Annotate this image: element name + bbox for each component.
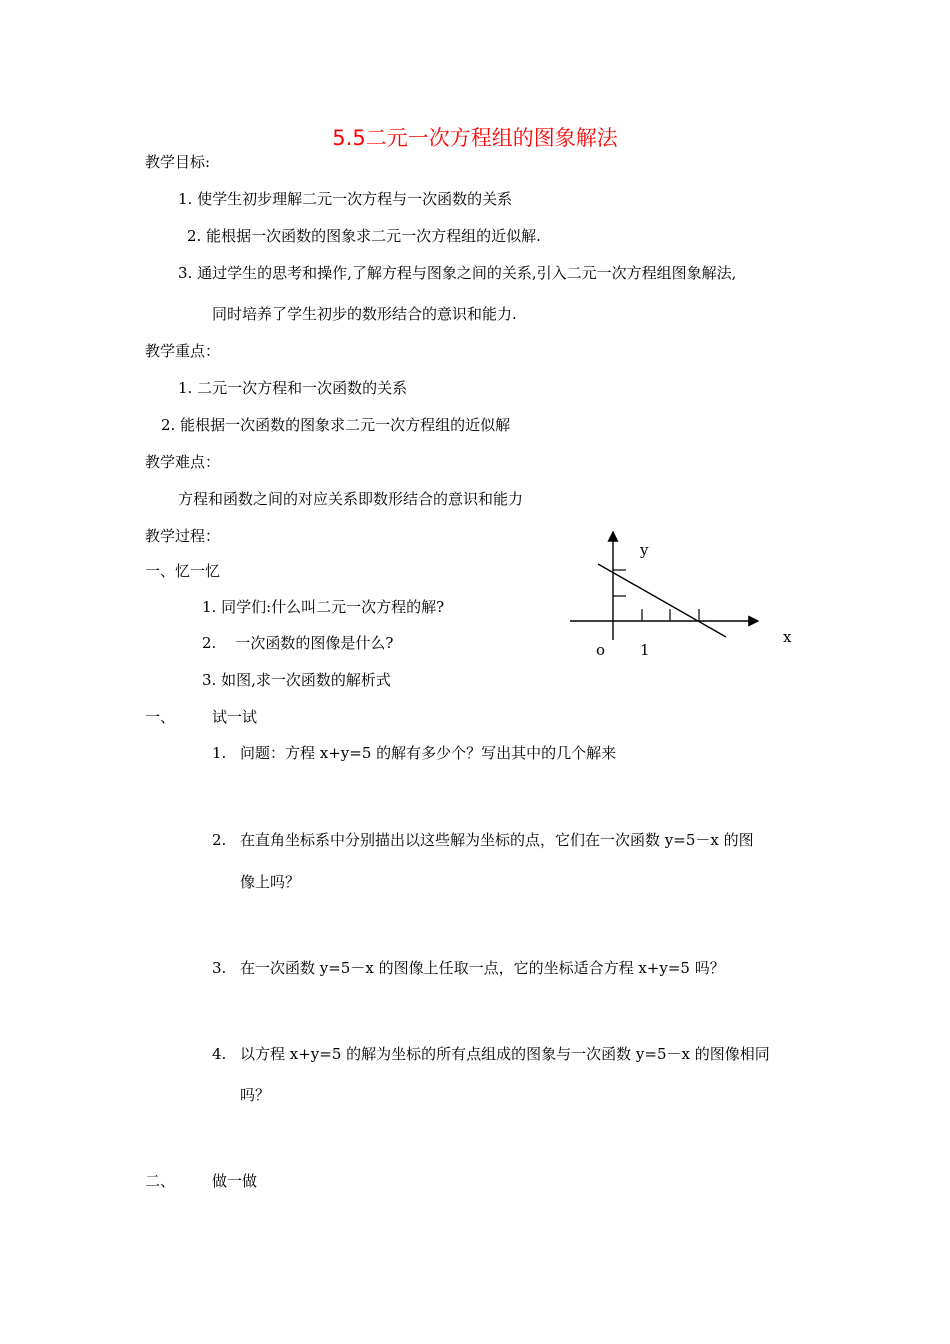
try-item-1-text: 问题：方程 x+y=5 的解有多少个？写出其中的几个解来 bbox=[240, 744, 617, 762]
process-heading: 教学过程： bbox=[145, 527, 221, 545]
goal-item-3-cont: 同时培养了学生初步的数形结合的意识和能力. bbox=[212, 305, 517, 323]
recall-item-2: 2. 一次函数的图像是什么? bbox=[202, 634, 394, 652]
y-axis-label: y bbox=[640, 541, 649, 559]
try-item-2-text: 在直角坐标系中分别描出以这些解为坐标的点，它们在一次函数 y=5－x 的图 bbox=[240, 831, 754, 849]
tick-label: 1 bbox=[640, 641, 650, 659]
recall-item-3: 3. 如图,求一次函数的解析式 bbox=[202, 671, 391, 689]
try-marker: 一、 bbox=[145, 708, 176, 726]
difficulties-heading: 教学难点： bbox=[145, 453, 221, 471]
key-points-heading: 教学重点： bbox=[145, 342, 221, 360]
try-item-4-text-cont: 吗？ bbox=[240, 1086, 271, 1104]
difficulty-item-1: 方程和函数之间的对应关系即数形结合的意识和能力 bbox=[178, 490, 524, 508]
function-line bbox=[598, 564, 726, 637]
goal-item-3: 3. 通过学生的思考和操作,了解方程与图象之间的关系,引入二元一次方程组图象解法, bbox=[178, 264, 737, 282]
do-heading: 做一做 bbox=[212, 1172, 258, 1190]
recall-item-1: 1. 同学们:什么叫二元一次方程的解? bbox=[202, 598, 445, 616]
try-item-3-num: 3. bbox=[212, 959, 227, 977]
recall-heading: 一、忆一忆 bbox=[145, 562, 221, 580]
key-point-item-1: 1. 二元一次方程和一次函数的关系 bbox=[178, 379, 408, 397]
goal-item-2: 2. 能根据一次函数的图象求二元一次方程组的近似解. bbox=[187, 227, 541, 245]
try-item-4-num: 4. bbox=[212, 1045, 227, 1063]
key-point-item-2: 2. 能根据一次函数的图象求二元一次方程组的近似解 bbox=[161, 416, 511, 434]
origin-label: o bbox=[596, 641, 606, 659]
try-item-2-text-cont: 像上吗？ bbox=[240, 873, 301, 891]
try-item-4-text: 以方程 x+y=5 的解为坐标的所有点组成的图象与一次函数 y=5－x 的图像相同 bbox=[240, 1045, 770, 1063]
do-marker: 二、 bbox=[145, 1172, 176, 1190]
goals-heading: 教学目标: bbox=[145, 153, 211, 171]
try-item-3-text: 在一次函数 y=5－x 的图像上任取一点，它的坐标适合方程 x+y=5 吗？ bbox=[240, 959, 725, 977]
try-heading: 试一试 bbox=[212, 708, 258, 726]
try-item-1-num: 1. bbox=[212, 744, 227, 762]
try-item-2-num: 2. bbox=[212, 831, 227, 849]
coordinate-figure bbox=[560, 528, 810, 663]
page-title: 5.5二元一次方程组的图象解法 bbox=[332, 126, 618, 150]
goal-item-1: 1. 使学生初步理解二元一次方程与一次函数的关系 bbox=[178, 190, 513, 208]
x-axis-label: x bbox=[783, 628, 792, 646]
